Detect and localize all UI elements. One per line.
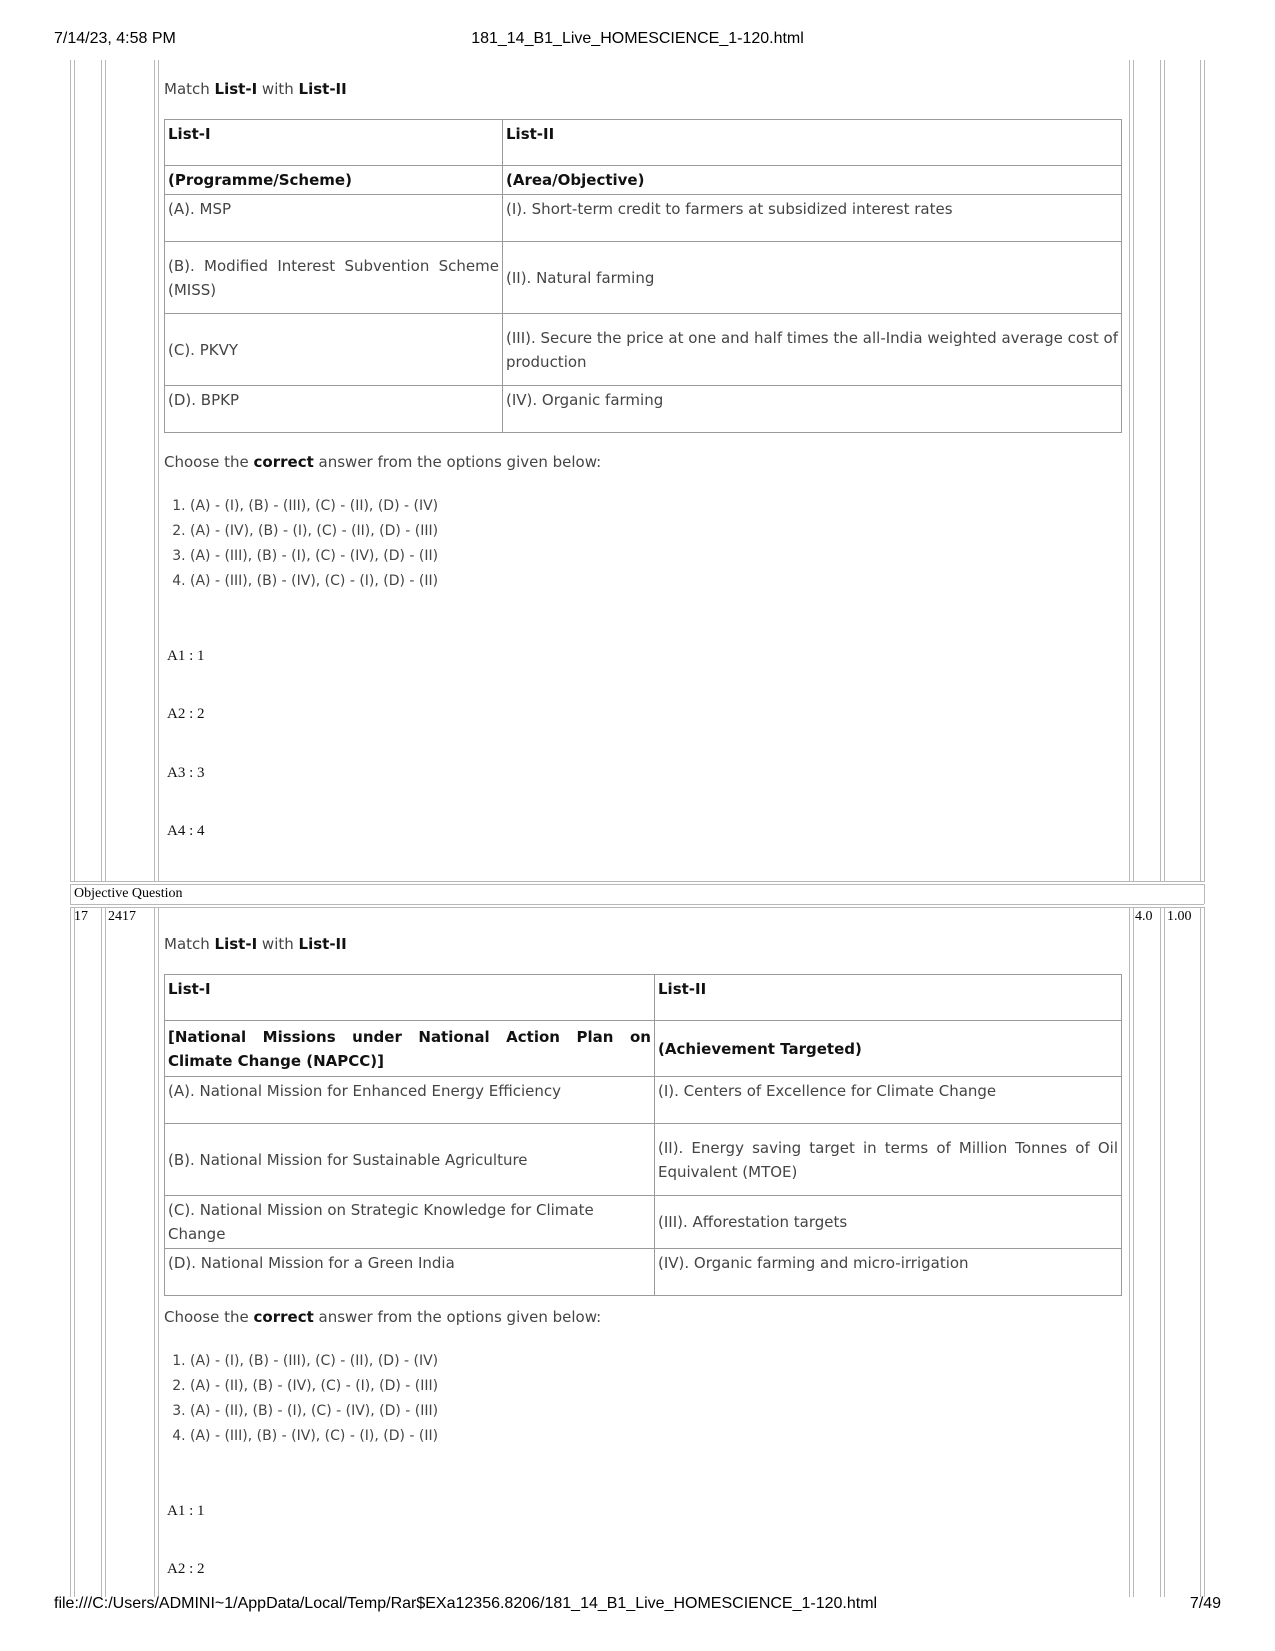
q17-intro: Match List-I with List-II xyxy=(164,935,347,953)
q17-answer-2: A2 : 2 xyxy=(167,1561,205,1577)
q17-col1-head: List-I xyxy=(165,975,655,1021)
list-item: 4. (A) - (III), (B) - (IV), (C) - (I), (D) - (II) xyxy=(190,1424,438,1449)
q16-answer-1: A1 : 1 xyxy=(167,648,205,664)
q16-answer-4: A4 : 4 xyxy=(167,823,205,839)
list-item: 4. (A) - (III), (B) - (IV), (C) - (I), (D) - (II) xyxy=(190,569,438,594)
q17-col2-head: List-II xyxy=(655,975,1122,1021)
q16-col2-sub: (Area/Objective) xyxy=(503,166,1122,195)
q16-choose-text: Choose the correct answer from the options given below: xyxy=(164,453,602,471)
q17-negative-marks: 1.00 xyxy=(1167,909,1192,924)
print-page-number: 7/49 xyxy=(1189,1595,1221,1612)
q17-number: 17 xyxy=(74,909,88,924)
table-row: (D). BPKP (IV). Organic farming xyxy=(165,386,1122,433)
q16-answer-3: A3 : 3 xyxy=(167,765,205,781)
q16-intro: Match List-I with List-II xyxy=(164,80,347,98)
table-row: (C). PKVY (III). Secure the price at one and half times the all-India weighted average cost of production xyxy=(165,314,1122,386)
q16-options-list xyxy=(164,494,438,594)
q17-col2-sub: (Achievement Targeted) xyxy=(655,1021,1122,1077)
q17-options-list xyxy=(164,1349,438,1449)
section-label: Objective Question xyxy=(74,886,183,901)
table-row: (B). Modified Interest Subvention Scheme (MISS) (II). Natural farming xyxy=(165,242,1122,314)
q17-choose-text: Choose the correct answer from the options given below: xyxy=(164,1308,602,1326)
table-row: (A). MSP (I). Short-term credit to farmers at subsidized interest rates xyxy=(165,195,1122,242)
q16-answer-2: A2 : 2 xyxy=(167,706,205,722)
list-item: 2. (A) - (II), (B) - (IV), (C) - (I), (D) - (III) xyxy=(190,1374,438,1399)
list-item: 1. (A) - (I), (B) - (III), (C) - (II), (D) - (IV) xyxy=(190,494,438,519)
table-row: (C). National Mission on Strategic Knowledge for Climate Change (III). Afforestation targets xyxy=(165,1196,1122,1249)
q16-col2-head: List-II xyxy=(503,120,1122,166)
q16-match-table xyxy=(164,119,1122,433)
print-file-path: file:///C:/Users/ADMINI~1/AppData/Local/Temp/Rar$EXa12356.8206/181_14_B1_Live_HOMESCIENCE_1-120.html xyxy=(54,1595,878,1612)
q17-id: 2417 xyxy=(108,909,136,924)
q17-match-table xyxy=(164,974,1122,1296)
print-datetime: 7/14/23, 4:58 PM xyxy=(54,30,176,47)
list-item: 3. (A) - (III), (B) - (I), (C) - (IV), (D) - (II) xyxy=(190,544,438,569)
list-item: 3. (A) - (II), (B) - (I), (C) - (IV), (D) - (III) xyxy=(190,1399,438,1424)
table-row: (A). National Mission for Enhanced Energy Efficiency (I). Centers of Excellence for Climate Change xyxy=(165,1077,1122,1124)
list-item: 1. (A) - (I), (B) - (III), (C) - (II), (D) - (IV) xyxy=(190,1349,438,1374)
q17-marks: 4.0 xyxy=(1135,909,1153,924)
table-row: (D). National Mission for a Green India (IV). Organic farming and micro-irrigation xyxy=(165,1249,1122,1296)
q17-answer-1: A1 : 1 xyxy=(167,1503,205,1519)
print-doc-title: 181_14_B1_Live_HOMESCIENCE_1-120.html xyxy=(471,30,804,47)
table-row: (B). National Mission for Sustainable Agriculture (II). Energy saving target in terms of Million Tonnes of Oil Equivalent (MTOE) xyxy=(165,1124,1122,1196)
list-item: 2. (A) - (IV), (B) - (I), (C) - (II), (D) - (III) xyxy=(190,519,438,544)
q16-col1-sub: (Programme/Scheme) xyxy=(165,166,503,195)
q16-col1-head: List-I xyxy=(165,120,503,166)
q17-col1-sub: [National Missions under National Action Plan on Climate Change (NAPCC)] xyxy=(165,1021,655,1077)
